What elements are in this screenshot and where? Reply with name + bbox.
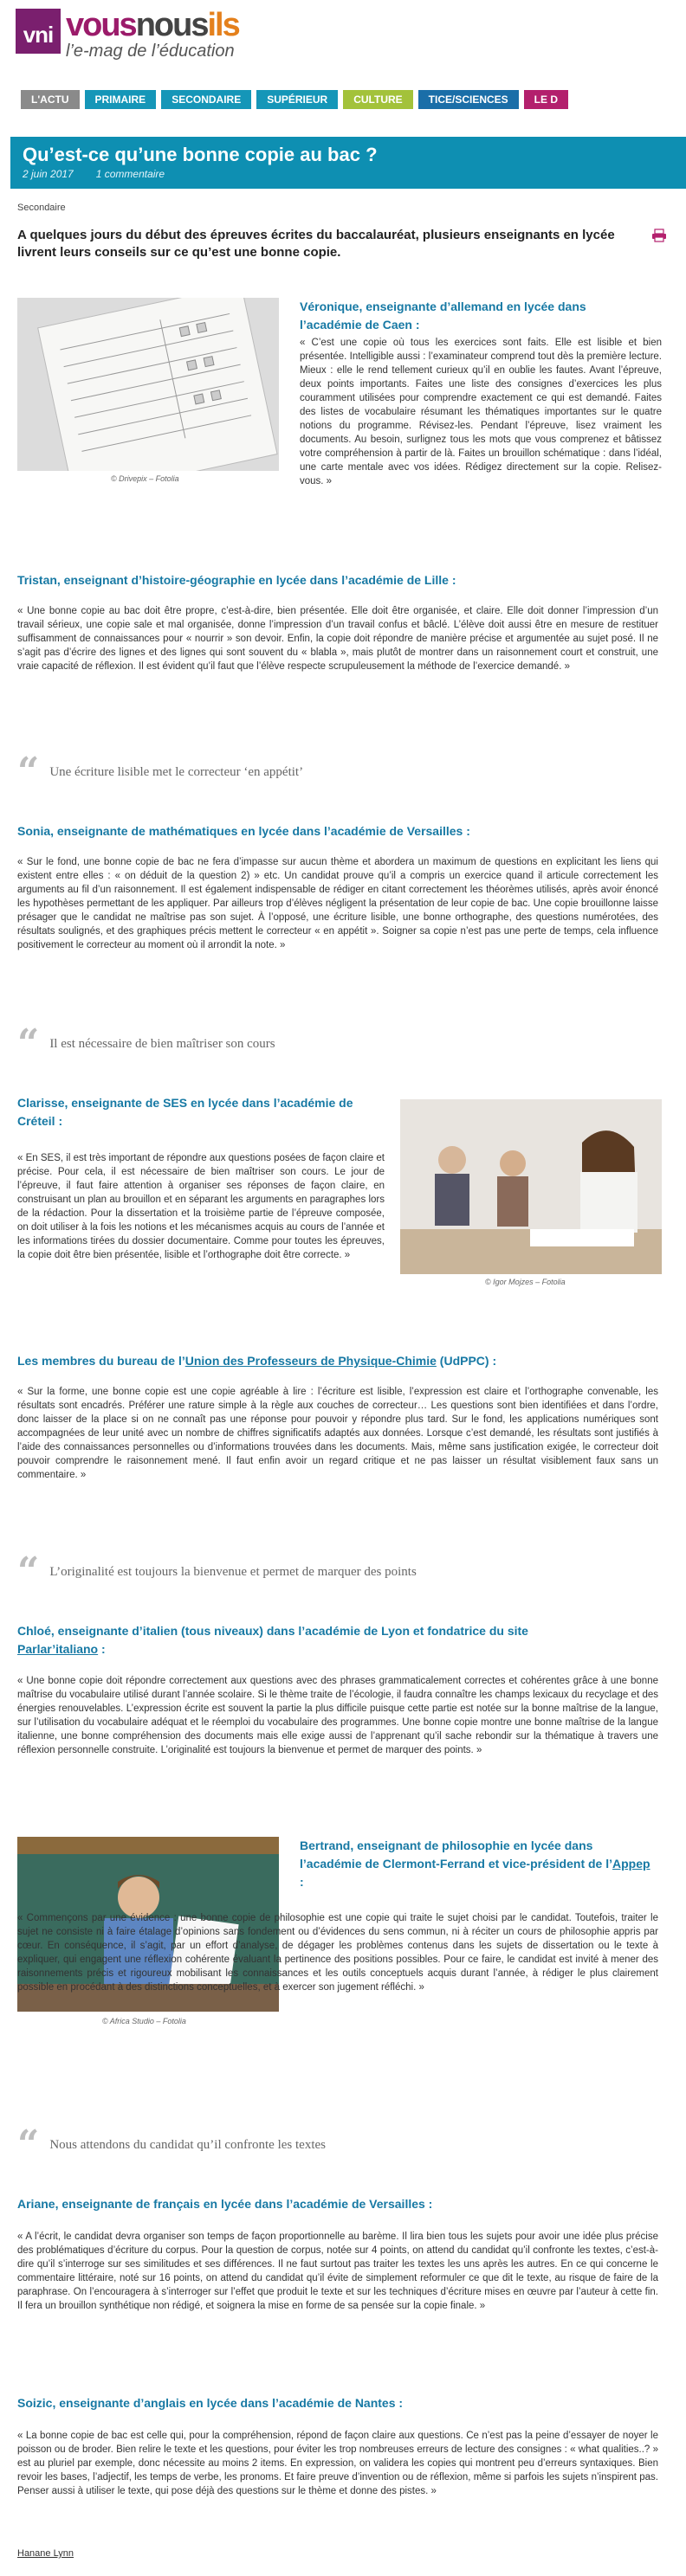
article-date: 2 juin 2017 bbox=[23, 168, 74, 180]
heading-chloe-post: : bbox=[98, 1642, 106, 1656]
heading-sonia: Sonia, enseignante de mathématiques en lycée dans l’académie de Versailles : bbox=[17, 824, 470, 838]
heading-udppc-post: (UdPPC) : bbox=[436, 1354, 497, 1368]
paragraph-tristan: « Une bonne copie au bac doit être propre, c’est-à-dire, bien présentée. Elle doit être organisée, et claire. Elle doit donner l’impression d’un travail sérieux, une copie sale et mal organisée, donne l’impression d’un travail confus et bâclé. L’élève doit aussi être en mesure de restituer suffisamment de connaissances pour « nourrir » son devoir. Enfin, la copie doit répondre de manière précise et argumentée au sujet posé. Il ne s’agit pas d’écrire des lignes et des lignes qui sont souvent du « blabla », mais plutôt de montrer dans un raisonnement court et construit, une vraie capacité de réflexion. Il est évident qu’il faut que l’élève respecte scrupuleusement la méthode de l’exercice demandé. » bbox=[17, 606, 658, 672]
quote-mark-icon: “ bbox=[17, 1021, 40, 1066]
heading-udppc-pre: Les membres du bureau de l’ bbox=[17, 1354, 185, 1368]
main-nav bbox=[0, 90, 686, 114]
paragraph-veronique: « C’est une copie où tous les exercices sont faits. Elle est lisible et bien présentée. Intelligible aussi : l’examinateur comprend tout dès la première lecture. Mieux : elle le rend tellement curieux qu’il en oublie les fautes. Avant l’épreuve, deux points importants. Faites une liste des consignes d’exercices les plus couramment utilisées pour comprendre exactement ce qui est demandé. Faites des listes de vocabulaire résumant les thématiques importantes sur le quatre notions du programme. Révisez-les. Pendant l’épreuve, lisez vraiment les documents. Au besoin, surlignez tous les mots que vous comprenez et bâtissez votre compréhension à partir de là. Faites un brouillon schématique : dans l’idéal, une carte mentale avec vos idées. Rédigez directement sur la copie. Relisez-vous. » bbox=[300, 338, 662, 486]
paragraph-bertrand: « Commençons par une évidence : une bonne copie de philosophie est une copie qui traite le sujet choisi par le candidat. Toutefois, traiter le sujet ne consiste ni à faire étalage d’opinions sans fondement ou d’évidences du sens commun, ni à réciter un cours de philosophie appris par cœur. En conséquence, il s’agit, par un effort d’analyse, de dégager les problèmes contenus dans les sujets de dissertation ou le texte à expliquer, qui engagent une réflexion cohérente évaluant la pertinence des positions possibles. Pour ce faire, le candidat est invité à mener des raisonnements précis et rigoureux mobilisant les connaissances et les outils conceptuels acquis durant l’année, à rédiger le plus clairement possible en procédant à des distinctions conceptuelles, et à exercer son jugement réfléchi. » bbox=[17, 1913, 658, 1993]
quote-mark-icon: “ bbox=[17, 2122, 40, 2167]
heading-soizic: Soizic, enseignante d’anglais en lycée dans l’académie de Nantes : bbox=[17, 2396, 404, 2410]
logo-name bbox=[66, 9, 239, 42]
heading-veronique: Véronique, enseignante d’allemand en lycée dans l’académie de Caen : bbox=[300, 299, 586, 332]
heading-ariane: Ariane, enseignante de français en lycée dans l’académie de Versailles : bbox=[17, 2197, 433, 2211]
heading-bertrand-pre: Bertrand, enseignant de philosophie en lycée dans l’académie de Clermont-Ferrand et vice-président de l’ bbox=[300, 1839, 612, 1871]
paragraph-veronique-top bbox=[300, 336, 662, 516]
nav-item-secondaire[interactable]: SECONDAIRE bbox=[161, 90, 251, 109]
logo-text bbox=[66, 9, 239, 61]
site-logo[interactable] bbox=[16, 9, 239, 61]
paragraph-soizic: « La bonne copie de bac est celle qui, pour la compréhension, répond de façon claire aux questions. Ce n’est pas la peine d’essayer de noyer le poisson ou de broder. Bien relire le texte et les questions, pour éviter les trop nombreuses erreurs de lecture des consignes : « what qualities..? » est au pluriel par exemple, donc nécessite au moins 2 items. En expression, on validera les copies qui montrent peu d’erreurs syntaxiques. Bien revoir les bases, l’adjectif, les temps de verbe, les pronoms. Et faire preuve d’invention ou de réflexion, même si parfois les sujets n’inspirent pas. Penser aussi à utiliser le texte, qui pose déjà des questions sur le thème et donne des pistes. » bbox=[17, 2431, 658, 2496]
article-title-band bbox=[10, 137, 686, 189]
paragraph-chloe: « Une bonne copie doit répondre correctement aux questions avec des phrases grammaticalement correctes et cohérentes grâce à une bonne maîtrise du vocabulaire utilisé durant l’année scolaire. Si le thème traite de l’écologie, il faudra connaître les champs lexicaux du recyclage et des énergies renouvelables. L’expression écrite est souvent la partie la plus difficile puisque cette partie est notée sur la bonne maîtrise de la langue, sur l’utilisation du vocabulaire adéquat et le réemploi du vocabulaire des programmes. Une bonne copie montre une bonne maîtrise de la langue italienne, une bonne compréhension des documents mais elle exige aussi de l’apprenant qu’il sache rebondir sur la thématique à travers une réflexion personnelle construite. L’originalité est toujours la bienvenue et permet de marquer des points. » bbox=[17, 1676, 658, 1755]
logo-name-part-3: ils bbox=[207, 7, 239, 43]
article-meta bbox=[23, 168, 674, 180]
pull-quote-1 bbox=[17, 750, 304, 794]
heading-chloe-pre: Chloé, enseignante d’italien (tous niveaux) dans l’académie de Lyon et fondatrice du site bbox=[17, 1624, 528, 1638]
heading-udppc bbox=[17, 1352, 658, 1370]
nav-item-superieur[interactable]: SUPÉRIEUR bbox=[256, 90, 338, 109]
print-icon[interactable] bbox=[651, 229, 667, 242]
pull-quote-text: L’originalité est toujours la bienvenue et permet de marquer des points bbox=[49, 1564, 417, 1579]
logo-name-part-2: nous bbox=[135, 7, 208, 43]
nav-item-primaire[interactable]: PRIMAIRE bbox=[85, 90, 157, 109]
logo-box: vni bbox=[16, 9, 61, 54]
heading-chloe bbox=[17, 1622, 606, 1658]
logo-name-part-1: vous bbox=[66, 7, 136, 43]
quote-mark-icon: “ bbox=[17, 1549, 40, 1594]
article-author-link[interactable]: Hanane Lynn bbox=[17, 2548, 74, 2559]
photo-exam-sheet bbox=[17, 298, 279, 471]
exam-sheet-illustration bbox=[17, 298, 279, 471]
udppc-link[interactable]: Union des Professeurs de Physique-Chimie bbox=[184, 1354, 437, 1368]
logo-tagline: l’e-mag de l’éducation bbox=[66, 42, 235, 61]
nav-item-culture[interactable]: CULTURE bbox=[343, 90, 412, 109]
paragraph-clarisse: « En SES, il est très important de répondre aux questions posées de façon claire et précise. Pour cela, il est nécessaire de bien maîtriser son cours. Le jour de l’épreuve, il faut faire attention à organiser ses réponses de façon claire, en construisant un plan au brouillon et en séparant les arguments en paragraphes lors de la rédaction. Pour la dissertation et la troisième partie de l’épreuve composée, on doit utiliser à la fois les notions et les mécanismes acquis au cours de l’année et les informations tirées du dossier documentaire. Comme pour toutes les épreuves, la copie doit être bien présentée, lisible et l’orthographe doit être correcte. » bbox=[17, 1153, 385, 1260]
article-lead: A quelques jours du début des épreuves écrites du baccalauréat, plusieurs enseignants en lycée livrent leurs conseils sur ce qu’est une bonne copie. bbox=[17, 228, 615, 260]
pull-quote-4 bbox=[17, 2122, 326, 2167]
article-title: Qu’est-ce qu’une bonne copie au bac ? bbox=[23, 144, 378, 165]
nav-item-le-d[interactable]: LE D bbox=[524, 90, 568, 109]
photo-caption-1: © Drivepix – Fotolia bbox=[111, 474, 179, 483]
heading-clarisse: Clarisse, enseignante de SES en lycée dans l’académie de Créteil : bbox=[17, 1096, 353, 1128]
pull-quote-text: Nous attendons du candidat qu’il confronte les textes bbox=[49, 2137, 326, 2152]
article-comments-link[interactable]: 1 commentaire bbox=[95, 168, 165, 180]
paragraph-sonia: « Sur le fond, une bonne copie de bac ne fera d’impasse sur aucun thème et abordera un maximum de questions en explicitant les liens qui existent entre elles : « on déduit de la question 2) » etc. Un candidat prouve qu’il a compris un exercice quand il articule correctement les arguments au fil d’un raisonnement. Il est également indispensable de rédiger en citant correctement les théorèmes utilisés, après avoir énoncé les hypothèses permettant de les appliquer. Par ailleurs trop d’élèves négligent la présentation de leur copie de bac. Une copie brouillonne laisse présager que le candidat ne maîtrise pas son sujet. À l’opposé, une écriture lisible, une bonne orthographe, des questions numérotées, des résultats soulignés, et des graphiques précis mettent le correcteur « en appétit ». Soigner sa copie n’est pas une perte de temps, cela influence positivement le correcteur au moment où il arrondit la note. » bbox=[17, 857, 658, 950]
nav-item-tice-sciences[interactable]: TICE/SCIENCES bbox=[418, 90, 519, 109]
nav-item-actu[interactable]: L'ACTU bbox=[21, 90, 80, 109]
pull-quote-text: Une écriture lisible met le correcteur ‘en appétit’ bbox=[49, 764, 304, 779]
site-header bbox=[0, 0, 686, 87]
heading-tristan: Tristan, enseignant d’histoire-géographie en lycée dans l’académie de Lille : bbox=[17, 573, 456, 587]
parlar-italiano-link[interactable]: Parlar’italiano bbox=[17, 1642, 99, 1656]
photo-students-exam bbox=[400, 1099, 662, 1274]
photo-caption-3: © Africa Studio – Fotolia bbox=[102, 2017, 186, 2025]
paragraph-ariane: « A l’écrit, le candidat devra organiser son temps de façon proportionnelle au barème. Il lira bien tous les sujets pour avoir une idée plus précise des problématiques d’écriture du corpus. Pour la question de corpus, notée sur 4 points, on attend du candidat qu’il confronte les textes, c’est-à-dire qu’il s’interroge sur ses similitudes et ses différences. Il ne faut surtout pas traiter les textes les uns après les autres. En ce qui concerne le commentaire littéraire, noté sur 16 points, on attend du candidat qu’il évite de simplement reformuler ce que dit le texte, au risque de faire de la paraphrase. On l’encouragera à s’interroger sur l’effet que produit le texte et sur les techniques d’écriture mises en œuvre par l’auteur à cette fin. Il fera un brouillon synthétique non rédigé, et soignera la mise en forme de sa pensée sur la copie finale. » bbox=[17, 2231, 658, 2311]
heading-bertrand bbox=[300, 1837, 655, 1891]
paragraph-udppc: « Sur la forme, une bonne copie est une copie agréable à lire : l’écriture est lisible, l’expression est claire et l’orthographe convenable, les résultats sont encadrés. Préférer une rature simple à la règle aux couches de correcteur… Les questions sont bien identifiées et dans l’ordre, donc laisser de la place si on ne connaît pas une réponse pour pouvoir y répondre plus tard. Sur le fond, les applications numériques sont accompagnées de leur unité avec un nombre de chiffres significatifs adaptés aux données. Lorsque c’est demandé, les résultats sont justifiés à l’aide des connaissances personnelles ou d’informations trouvées dans les documents. Mais, même sans justification exigée, le correcteur doit pouvoir comprendre le raisonnement mené. Il faut enfin avoir un regard critique et ne pas laisser un résultat visiblement faux sans un commentaire. » bbox=[17, 1387, 658, 1480]
pull-quote-2 bbox=[17, 1021, 275, 1066]
pull-quote-3 bbox=[17, 1549, 417, 1594]
appep-link[interactable]: Appep bbox=[612, 1857, 650, 1871]
students-illustration bbox=[400, 1099, 662, 1274]
article-category[interactable]: Secondaire bbox=[17, 203, 66, 213]
quote-mark-icon: “ bbox=[17, 750, 40, 794]
photo-caption-2: © Igor Mojzes – Fotolia bbox=[485, 1278, 566, 1286]
pull-quote-text: Il est nécessaire de bien maîtriser son cours bbox=[49, 1036, 275, 1051]
heading-bertrand-post: : bbox=[300, 1875, 304, 1889]
